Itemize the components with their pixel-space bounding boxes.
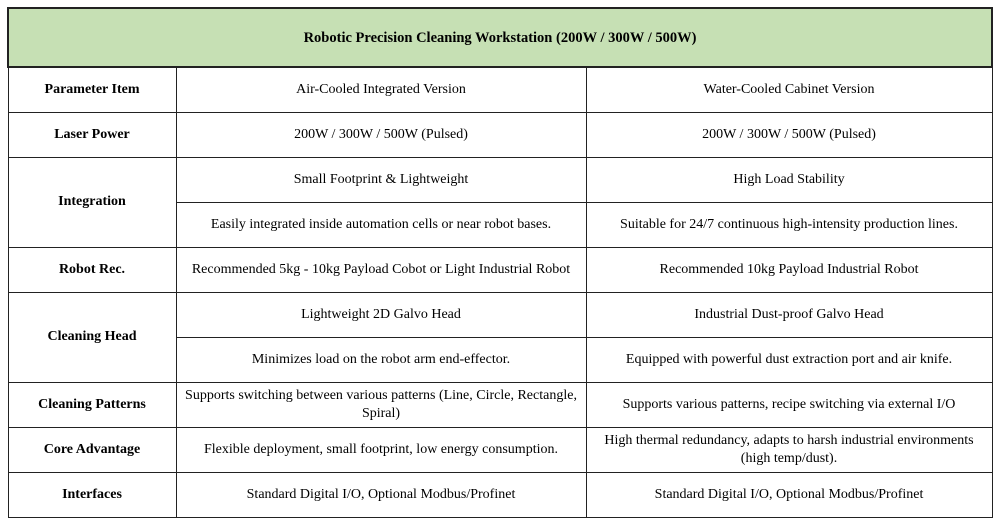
cell-air-cooled: 200W / 300W / 500W (Pulsed) [176, 112, 586, 157]
header-air-cooled: Air-Cooled Integrated Version [176, 67, 586, 112]
cell-water-cooled: Industrial Dust-proof Galvo Head [586, 292, 992, 337]
cell-water-cooled: 200W / 300W / 500W (Pulsed) [586, 112, 992, 157]
table-row [8, 112, 992, 157]
cell-air-cooled: Minimizes load on the robot arm end-effector. [176, 337, 586, 382]
table-row [8, 427, 992, 472]
header-param: Parameter Item [8, 67, 176, 112]
cell-air-cooled: Standard Digital I/O, Optional Modbus/Profinet [176, 472, 586, 517]
cell-air-cooled: Flexible deployment, small footprint, low energy consumption. [176, 427, 586, 472]
cell-air-cooled: Recommended 5kg - 10kg Payload Cobot or Light Industrial Robot [176, 247, 586, 292]
title-row [8, 8, 992, 67]
cell-water-cooled: Standard Digital I/O, Optional Modbus/Profinet [586, 472, 992, 517]
cell-air-cooled: Easily integrated inside automation cells or near robot bases. [176, 202, 586, 247]
table-row [8, 247, 992, 292]
cell-water-cooled: High thermal redundancy, adapts to harsh industrial environments (high temp/dust). [586, 427, 992, 472]
spec-table-container [7, 7, 993, 518]
row-label: Integration [8, 157, 176, 247]
cell-water-cooled: Equipped with powerful dust extraction port and air knife. [586, 337, 992, 382]
table-title: Robotic Precision Cleaning Workstation (200W / 300W / 500W) [8, 8, 992, 67]
cell-water-cooled: Supports various patterns, recipe switching via external I/O [586, 382, 992, 427]
cell-water-cooled: High Load Stability [586, 157, 992, 202]
table-row [8, 472, 992, 517]
row-label: Cleaning Patterns [8, 382, 176, 427]
row-label: Robot Rec. [8, 247, 176, 292]
cell-air-cooled: Lightweight 2D Galvo Head [176, 292, 586, 337]
row-label: Interfaces [8, 472, 176, 517]
table-row [8, 292, 992, 337]
table-row [8, 157, 992, 202]
table-row [8, 382, 992, 427]
cell-water-cooled: Suitable for 24/7 continuous high-intensity production lines. [586, 202, 992, 247]
row-label: Core Advantage [8, 427, 176, 472]
spec-table [7, 7, 993, 518]
row-label: Cleaning Head [8, 292, 176, 382]
cell-air-cooled: Supports switching between various patterns (Line, Circle, Rectangle, Spiral) [176, 382, 586, 427]
header-row [8, 67, 992, 112]
cell-air-cooled: Small Footprint & Lightweight [176, 157, 586, 202]
header-water-cooled: Water-Cooled Cabinet Version [586, 67, 992, 112]
cell-water-cooled: Recommended 10kg Payload Industrial Robot [586, 247, 992, 292]
row-label: Laser Power [8, 112, 176, 157]
